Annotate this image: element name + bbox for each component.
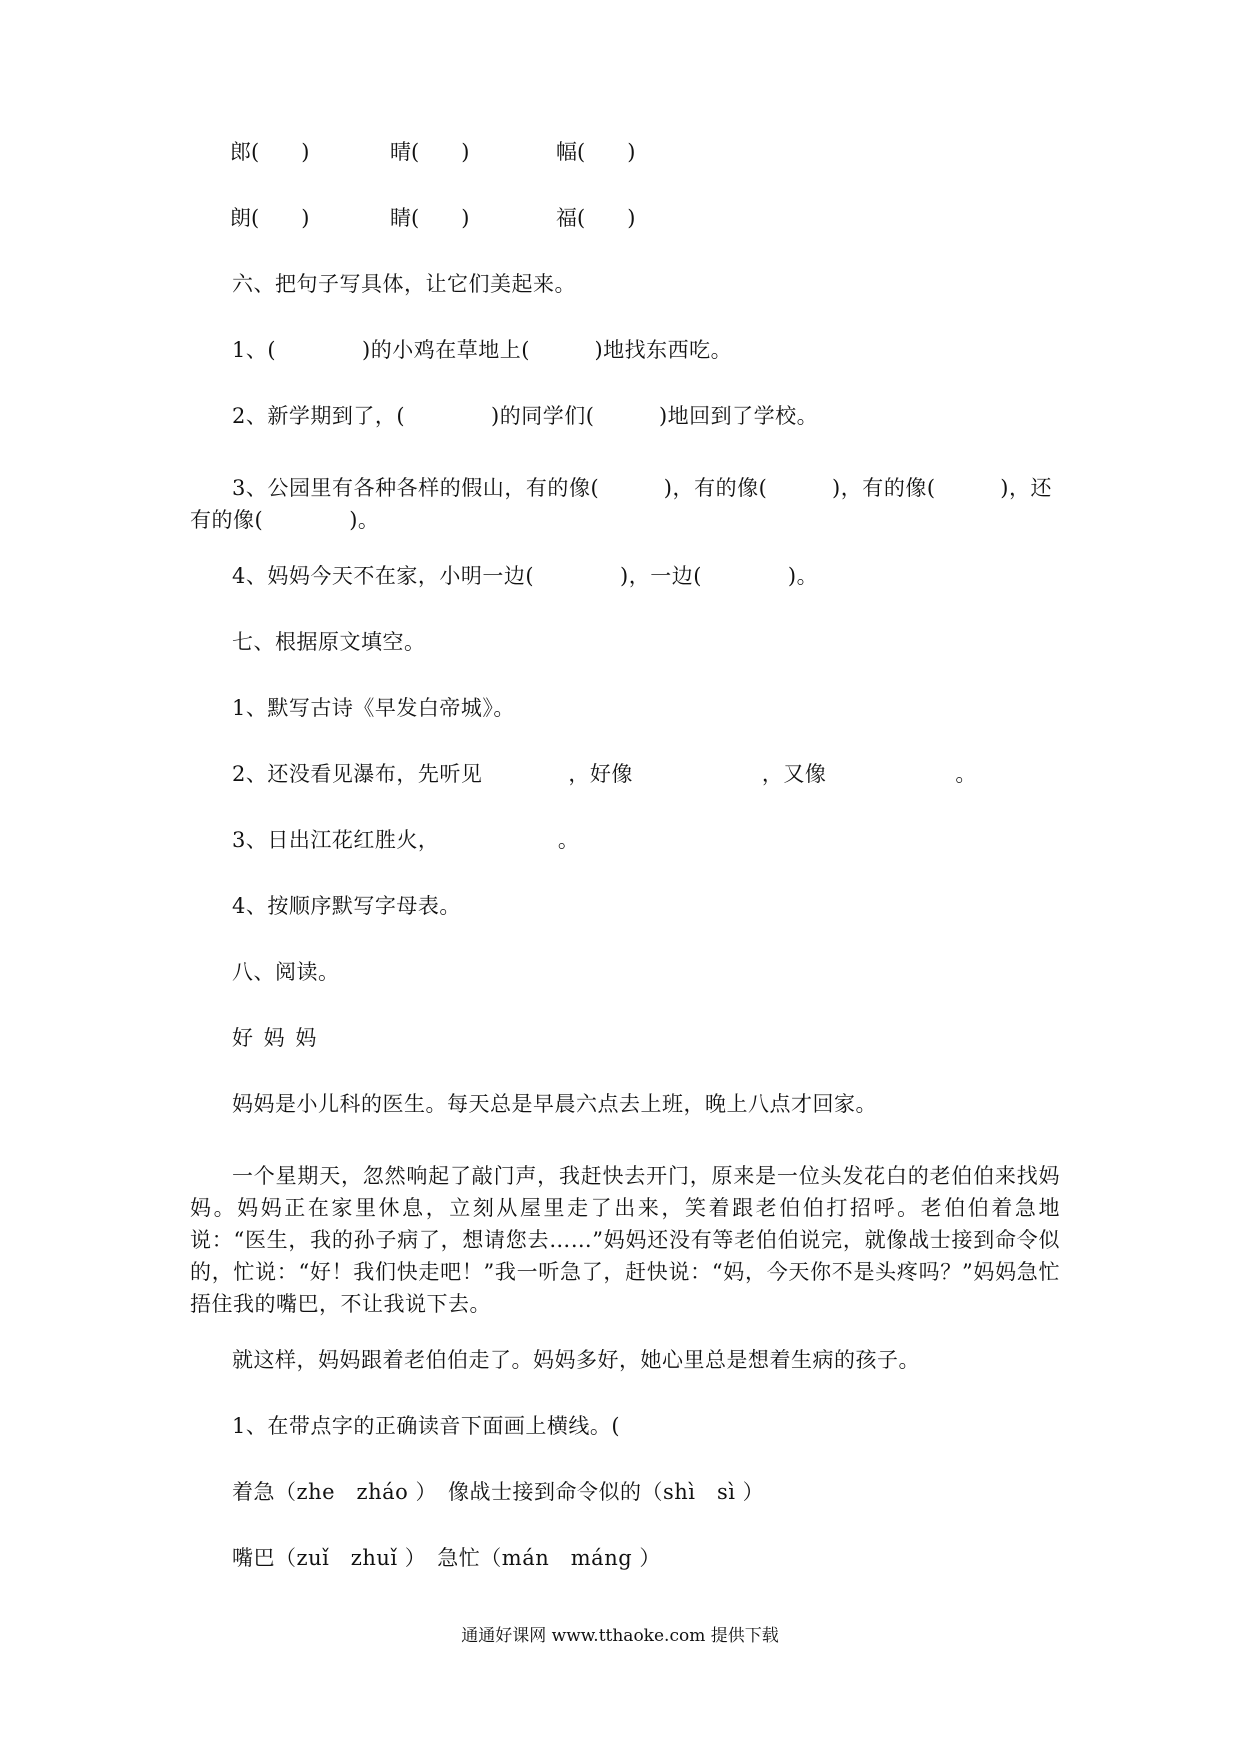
- page-footer: 通通好课网 www.tthaoke.com 提供下载: [461, 1626, 779, 1646]
- passage-title: 好 妈 妈: [232, 1026, 319, 1050]
- section7-item-3: 3、日出江花红胜火， 。: [232, 828, 580, 852]
- section6-heading: 六、把句子写具体，让它们美起来。: [232, 272, 576, 296]
- char-cell-lang: 郎( ): [230, 140, 310, 164]
- section6-item-3: 3、公园里有各种各样的假山，有的像( )，有的像( )，有的像( )，还有的像( )。: [190, 476, 1052, 532]
- section7-item-1: 1、默写古诗《早发白帝城》。: [232, 696, 515, 720]
- pinyin-row-2: 嘴巴（zuǐ zhuǐ ） 急忙（mán máng ）: [232, 1546, 661, 1570]
- section7-item-4: 4、按顺序默写字母表。: [232, 894, 461, 918]
- passage-paragraph-3: 就这样，妈妈跟着老伯伯走了。妈妈多好，她心里总是想着生病的孩子。: [232, 1348, 920, 1372]
- section6-item-1: 1、( )的小鸡在草地上( )地找东西吃。: [232, 338, 733, 362]
- char-cell-jing: 睛( ): [390, 206, 470, 230]
- char-cell-lang2: 朗( ): [230, 206, 310, 230]
- question-1: 1、在带点字的正确读音下面画上横线。(: [232, 1414, 621, 1438]
- passage-paragraph-1: 妈妈是小儿科的医生。每天总是早晨六点去上班，晚上八点才回家。: [232, 1092, 877, 1116]
- char-cell-fu: 幅( ): [556, 140, 636, 164]
- passage-paragraph-2: 一个星期天，忽然响起了敲门声，我赶快去开门，原来是一位头发花白的老伯伯来找妈妈。妈妈正在家里休息，立刻从屋里走了出来，笑着跟老伯伯打招呼。老伯伯着急地说：“医生，我的孙子病了，想请您去……”妈妈还没有等老伯伯说完，就像战士接到命令似的，忙说：“好！我们快走吧！”我一听急了，赶快说：“妈，今天你不是头疼吗？”妈妈急忙捂住我的嘴巴，不让我说下去。: [190, 1164, 1060, 1316]
- section6-item-2: 2、新学期到了，( )的同学们( )地回到了学校。: [232, 404, 819, 428]
- section8-heading: 八、阅读。: [232, 960, 340, 984]
- char-cell-fu2: 福( ): [556, 206, 636, 230]
- section7-heading: 七、根据原文填空。: [232, 630, 426, 654]
- pinyin-row-1: 着急（zhe zháo ） 像战士接到命令似的（shì sì ）: [232, 1480, 765, 1504]
- section7-item-2: 2、还没看见瀑布，先听见 ，好像 ，又像 。: [232, 762, 977, 786]
- char-cell-qing: 晴( ): [390, 140, 470, 164]
- section6-item-4: 4、妈妈今天不在家，小明一边( )，一边( )。: [232, 564, 819, 588]
